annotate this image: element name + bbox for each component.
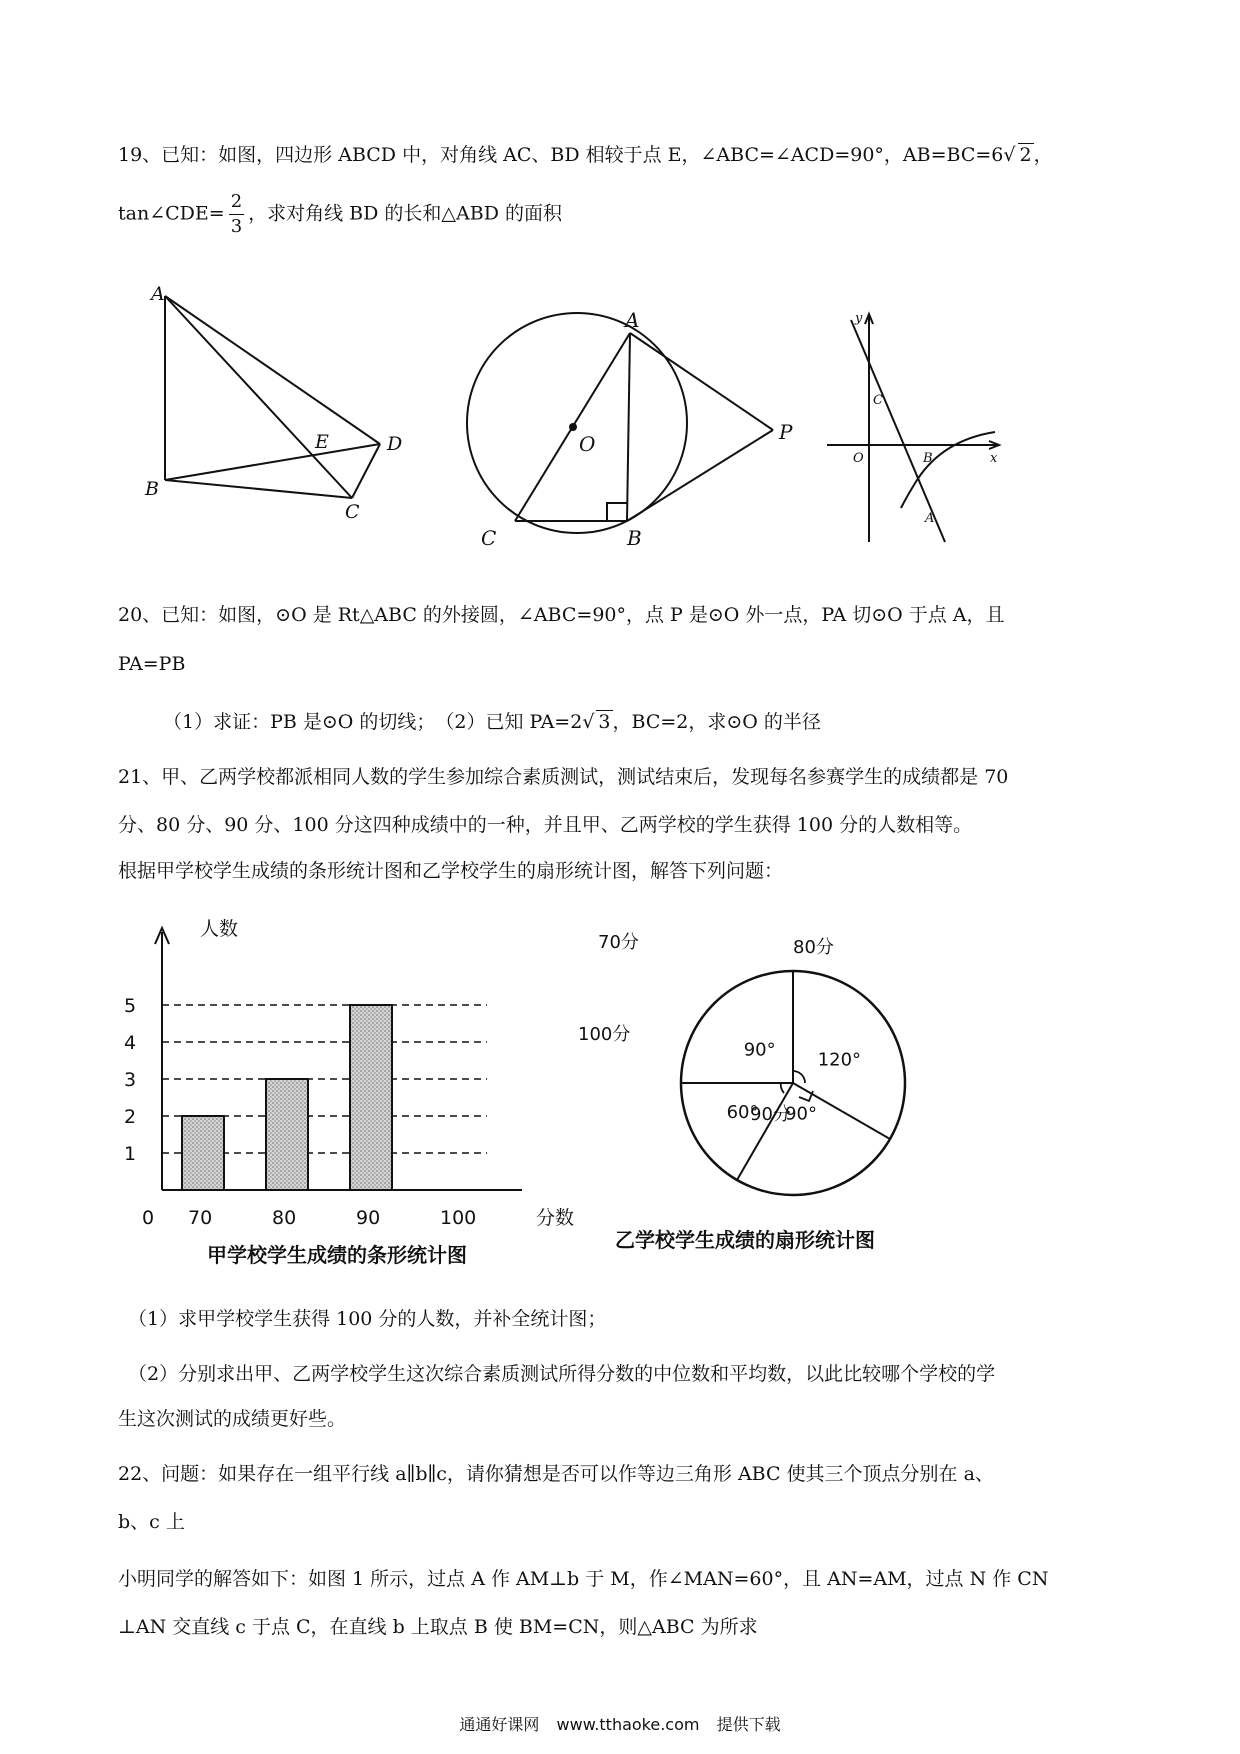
q21-line1: 21、甲、乙两学校都派相同人数的学生参加综合素质测试，测试结束后，发现每名参赛学生的成绩都是 70: [118, 766, 1009, 788]
label-A: A: [625, 308, 640, 332]
x-tick-label: 90: [356, 1207, 381, 1229]
label-y: y: [855, 311, 863, 326]
x-axis-label: 分数: [536, 1207, 575, 1229]
figure-quadrilateral: [135, 280, 425, 523]
x-tick-label: 70: [188, 1207, 213, 1229]
q22-line4: ⊥AN 交直线 c 于点 C，在直线 b 上取点 B 使 BM=CN，则△ABC 为所求: [118, 1616, 758, 1638]
page-footer: [0, 1712, 1240, 1735]
y-tick-label: 4: [124, 1032, 137, 1054]
bar: [350, 1005, 392, 1190]
footer-url: www.tthaoke.com: [556, 1715, 700, 1734]
q21-line3: 根据甲学校学生成绩的条形统计图和乙学校学生的扇形统计图，解答下列问题：: [118, 860, 784, 882]
label-B: B: [627, 526, 642, 550]
q20-line2: PA=PB: [118, 653, 186, 675]
y-tick-label: 3: [124, 1069, 137, 1091]
bar: [182, 1116, 224, 1190]
label-O: O: [579, 432, 596, 456]
pie-slice-label: 70分: [598, 932, 639, 953]
label-B: B: [145, 478, 159, 500]
bar: [266, 1079, 308, 1190]
q21-sub2-b: 生这次测试的成绩更好些。: [118, 1408, 347, 1430]
pie-angle-label: 120°: [817, 1049, 862, 1071]
pie-slice-boundary: [737, 1083, 793, 1180]
y-tick-label: 5: [124, 995, 137, 1017]
label-A: A: [151, 283, 165, 305]
pie-slice-label: 80分: [793, 937, 834, 958]
pie-angle-label: 60°: [726, 1102, 759, 1124]
label-E: E: [315, 431, 329, 453]
q21-line2: 分、80 分、90 分、100 分这四种成绩中的一种，并且甲、乙两学校的学生获得 100 分的人数相等。: [118, 814, 973, 836]
origin-label: 0: [142, 1207, 155, 1229]
q19-line2: tan∠CDE= $\frac{2}{3}$ ，求对角线 BD 的长和△ABD 的面积: [118, 191, 562, 237]
bar-chart: [112, 910, 592, 1280]
sqrt-symbol: √ 3: [582, 711, 611, 733]
footer-site: 通通好课网: [459, 1715, 540, 1734]
q19-line1: 19、已知：如图，四边形 ABCD 中，对角线 AC、BD 相较于点 E，∠ABC=∠ACD=90°，AB=BC=6√ 2 ，: [118, 141, 1053, 169]
pie-angle-label: 90°: [743, 1039, 776, 1061]
y-axis-label: 人数: [200, 918, 239, 940]
q21-sub2-a: （2）分别求出甲、乙两学校学生这次综合素质测试所得分数的中位数和平均数，以此比较哪个学校的学: [128, 1363, 996, 1385]
q20-line1: 20、已知：如图，⊙O 是 Rt△ABC 的外接圆，∠ABC=90°，点 P 是⊙O 外一点，PA 切⊙O 于点 A，且: [118, 604, 1005, 626]
label-x: x: [990, 451, 998, 466]
q22-line3: 小明同学的解答如下：如图 1 所示，过点 A 作 AM⊥b 于 M，作∠MAN=60°，且 AN=AM，过点 N 作 CN: [118, 1568, 1049, 1590]
footer-note: 提供下载: [716, 1715, 781, 1734]
label-D: D: [387, 433, 403, 455]
sqrt-symbol: √ 2: [1003, 144, 1032, 166]
pie-chart-title: 乙学校学生成绩的扇形统计图: [615, 1228, 875, 1252]
q22-line2: b、c 上: [118, 1511, 185, 1533]
label-P: P: [779, 420, 793, 444]
y-tick-label: 2: [124, 1106, 137, 1128]
q21-sub1: （1）求甲学校学生获得 100 分的人数，并补全统计图；: [128, 1308, 607, 1330]
label-C: C: [481, 526, 497, 550]
label-O: O: [853, 451, 864, 466]
pie-chart: [578, 932, 965, 1255]
label-B: B: [923, 451, 933, 466]
pie-angle-label: 90°: [785, 1103, 818, 1125]
label-A: A: [925, 511, 935, 526]
figure-axes: [825, 310, 1005, 550]
pie-slice-label: 90分: [750, 1104, 791, 1125]
pie-slice-label: 100分: [578, 1024, 631, 1045]
x-tick-label: 80: [272, 1207, 297, 1229]
label-C: C: [873, 393, 883, 408]
label-C: C: [345, 501, 360, 523]
y-tick-label: 1: [124, 1143, 137, 1165]
bar-chart-title: 甲学校学生成绩的条形统计图: [207, 1243, 467, 1267]
x-tick-label: 100: [440, 1207, 477, 1229]
fraction: $\frac{2}{3}$: [230, 191, 243, 237]
q20-line3: （1）求证：PB 是⊙O 的切线； （2）已知 PA=2√ 3 ，BC=2，求⊙O 的半径: [163, 708, 821, 736]
q22-line1: 22、问题：如果存在一组平行线 a∥b∥c，请你猜想是否可以作等边三角形 ABC 使其三个顶点分别在 a、: [118, 1463, 994, 1485]
figure-circle: [455, 305, 815, 555]
